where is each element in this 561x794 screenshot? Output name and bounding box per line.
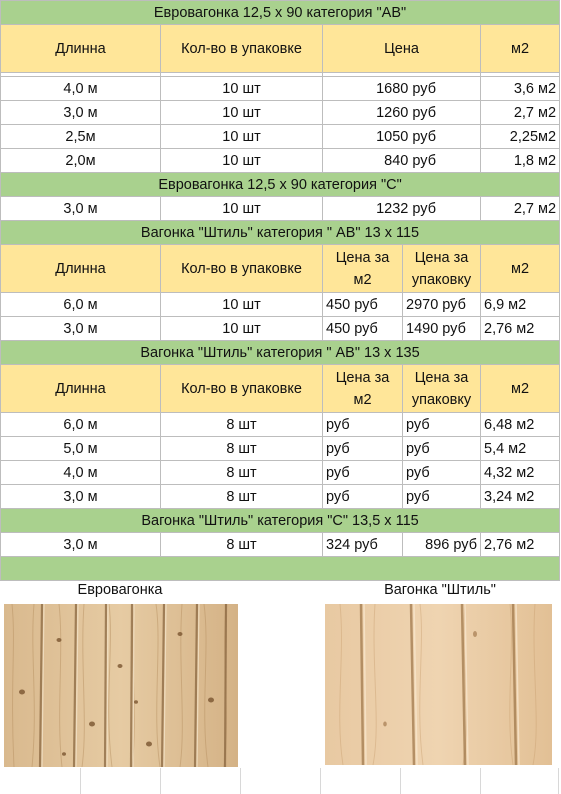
table-row: [1, 293, 560, 317]
cell-length: 6,0 м: [1, 413, 161, 437]
table-row: [1, 125, 560, 149]
cell-qty: 10 шт: [161, 317, 323, 341]
cell-m2: 1,8 м2: [481, 149, 560, 173]
gridline: [160, 768, 161, 794]
header-length: Длинна: [1, 25, 161, 73]
footer-bar: [1, 557, 560, 581]
table-row: [1, 197, 560, 221]
gridline: [320, 768, 321, 794]
cell-qty: 10 шт: [161, 293, 323, 317]
cell-m2: 2,25м2: [481, 125, 560, 149]
cell-qty: 10 шт: [161, 77, 323, 101]
gridline: [80, 768, 81, 794]
header-row: [1, 25, 560, 73]
header-qty: Кол-во в упаковке: [161, 365, 323, 413]
cell-length: 3,0 м: [1, 197, 161, 221]
cell-qty: 10 шт: [161, 197, 323, 221]
cell-price: 840 руб: [323, 149, 481, 173]
cell-length: 6,0 м: [1, 293, 161, 317]
section-title-row: [1, 173, 560, 197]
cell-m2: 6,48 м2: [481, 413, 560, 437]
cell-length: 4,0 м: [1, 461, 161, 485]
section-title: Вагонка "Штиль" категория " АВ" 13 х 135: [1, 341, 560, 365]
section-title-row: [1, 341, 560, 365]
table-row: [1, 461, 560, 485]
cell-qty: 10 шт: [161, 149, 323, 173]
cell-m2: 2,76 м2: [481, 533, 560, 557]
cell-length: 4,0 м: [1, 77, 161, 101]
cell-m2: 5,4 м2: [481, 437, 560, 461]
header-row: [1, 245, 560, 293]
cell-qty: 10 шт: [161, 101, 323, 125]
section-title-row: [1, 509, 560, 533]
section-title: Евровагонка 12,5 х 90 категория "АВ": [1, 1, 560, 25]
cell-qty: 8 шт: [161, 485, 323, 509]
right-image-label: Вагонка "Штиль": [384, 582, 496, 598]
cell-length: 2,0м: [1, 149, 161, 173]
cell-price-pack: руб: [403, 461, 481, 485]
section-title: Вагонка "Штиль" категория "С" 13,5 х 115: [1, 509, 560, 533]
table-row: [1, 317, 560, 341]
cell-qty: 8 шт: [161, 437, 323, 461]
section-title: Вагонка "Штиль" категория " АВ" 13 х 115: [1, 221, 560, 245]
cell-price: 1260 руб: [323, 101, 481, 125]
cell-length: 3,0 м: [1, 533, 161, 557]
cell-price-m2: руб: [323, 437, 403, 461]
cell-qty: 8 шт: [161, 533, 323, 557]
section-title-row: [1, 1, 560, 25]
header-qty: Кол-во в упаковке: [161, 245, 323, 293]
cell-qty: 8 шт: [161, 461, 323, 485]
header-length: Длинна: [1, 365, 161, 413]
cell-qty: 8 шт: [161, 413, 323, 437]
header-m2: м2: [481, 25, 560, 73]
cell-length: 3,0 м: [1, 317, 161, 341]
table-row: [1, 101, 560, 125]
header-m2: м2: [481, 245, 560, 293]
table-row: [1, 533, 560, 557]
cell-price-pack: руб: [403, 413, 481, 437]
cell-qty: 10 шт: [161, 125, 323, 149]
table-row: [1, 77, 560, 101]
cell-price-m2: руб: [323, 485, 403, 509]
cell-price: 1232 руб: [323, 197, 481, 221]
table-row: [1, 149, 560, 173]
shtil-photo: [325, 604, 552, 765]
cell-m2: 3,6 м2: [481, 77, 560, 101]
cell-price-m2: руб: [323, 461, 403, 485]
header-row: [1, 365, 560, 413]
header-price-m2: Цена за м2: [323, 245, 403, 293]
cell-price-pack: 2970 руб: [403, 293, 481, 317]
header-m2: м2: [481, 365, 560, 413]
cell-length: 3,0 м: [1, 101, 161, 125]
cell-length: 2,5м: [1, 125, 161, 149]
table-row: [1, 413, 560, 437]
cell-price-pack: руб: [403, 437, 481, 461]
cell-price-pack: 1490 руб: [403, 317, 481, 341]
gridline: [240, 768, 241, 794]
eurovagonka-photo: [4, 604, 238, 767]
cell-price-pack: руб: [403, 485, 481, 509]
header-price-m2: Цена за м2: [323, 365, 403, 413]
gridline: [558, 768, 559, 794]
cell-m2: 2,7 м2: [481, 101, 560, 125]
cell-price-pack: 896 руб: [403, 533, 481, 557]
cell-length: 5,0 м: [1, 437, 161, 461]
cell-length: 3,0 м: [1, 485, 161, 509]
header-qty: Кол-во в упаковке: [161, 25, 323, 73]
cell-m2: 2,76 м2: [481, 317, 560, 341]
left-image-label: Евровагонка: [77, 582, 163, 598]
header-length: Длинна: [1, 245, 161, 293]
header-price-pack: Цена за упаковку: [403, 365, 481, 413]
cell-price-m2: 450 руб: [323, 317, 403, 341]
cell-m2: 2,7 м2: [481, 197, 560, 221]
header-price: Цена: [323, 25, 481, 73]
cell-price: 1050 руб: [323, 125, 481, 149]
cell-m2: 6,9 м2: [481, 293, 560, 317]
cell-price: 1680 руб: [323, 77, 481, 101]
gridline: [480, 768, 481, 794]
section-title-row: [1, 221, 560, 245]
cell-price-m2: руб: [323, 413, 403, 437]
cell-m2: 4,32 м2: [481, 461, 560, 485]
gridline: [400, 768, 401, 794]
table-row: [1, 485, 560, 509]
section-title: Евровагонка 12,5 х 90 категория "С": [1, 173, 560, 197]
header-price-pack: Цена за упаковку: [403, 245, 481, 293]
table-row: [1, 437, 560, 461]
cell-m2: 3,24 м2: [481, 485, 560, 509]
cell-price-m2: 324 руб: [323, 533, 403, 557]
cell-price-m2: 450 руб: [323, 293, 403, 317]
